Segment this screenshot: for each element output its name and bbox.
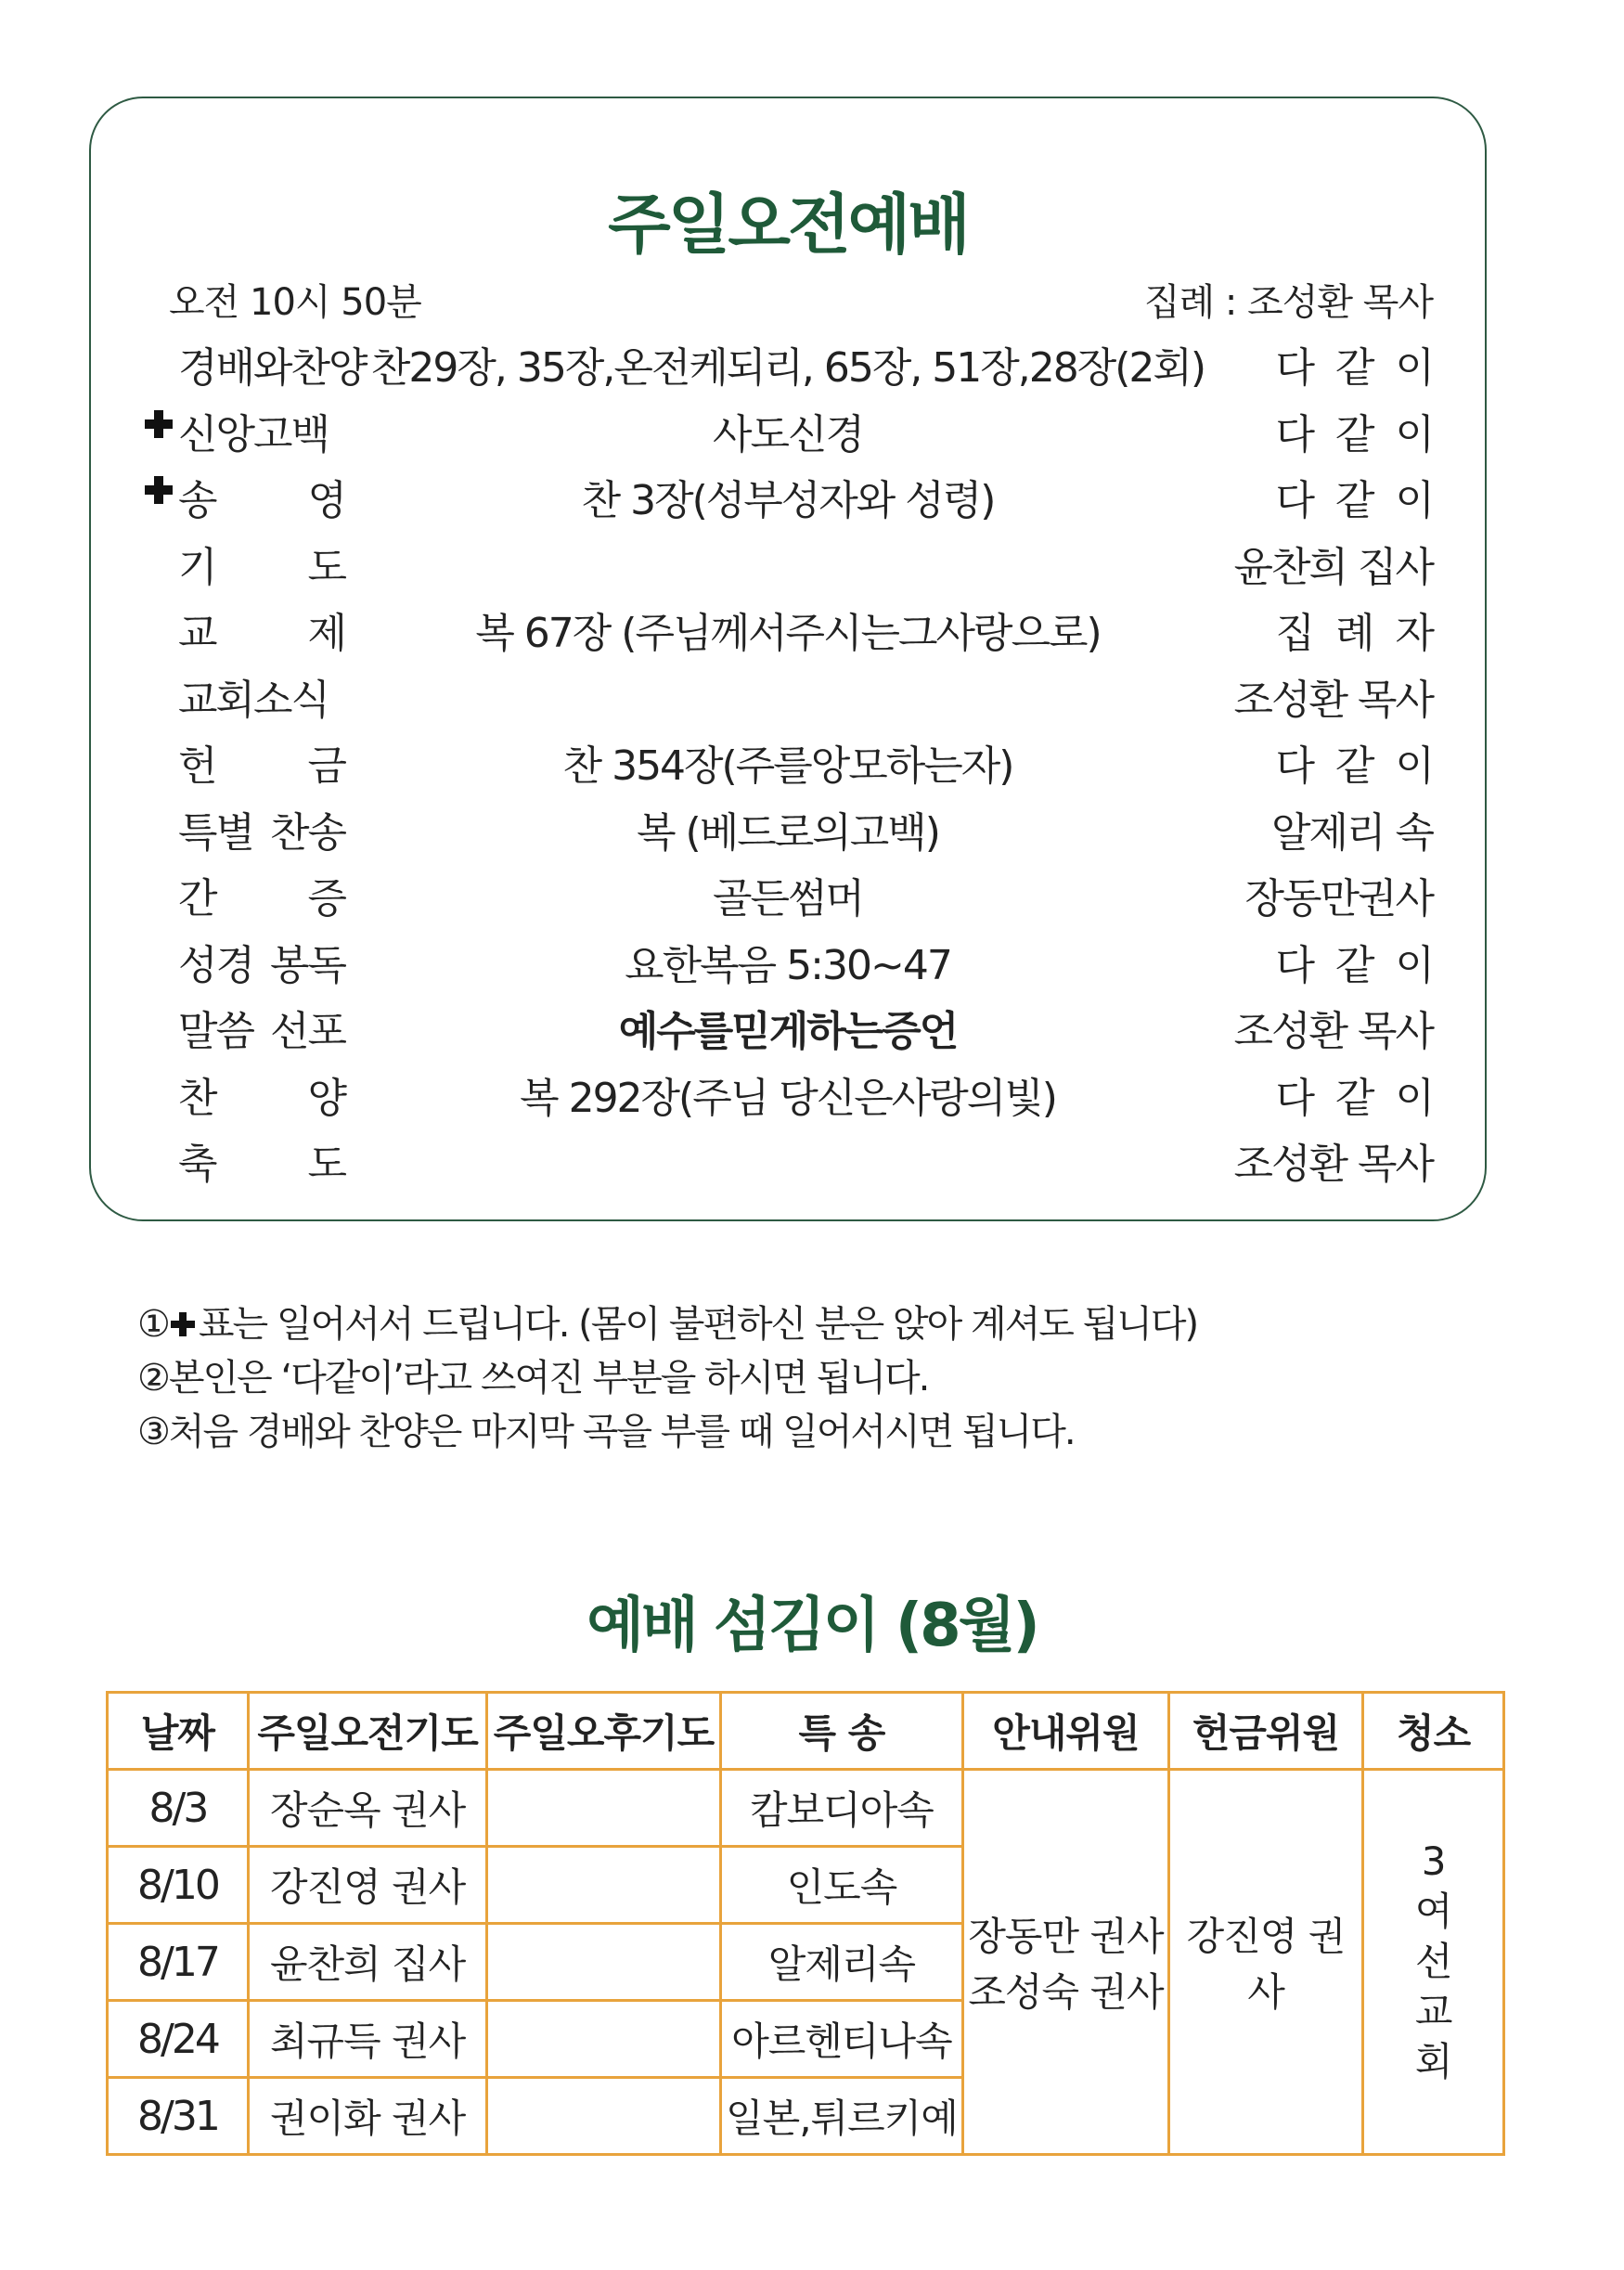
usher-1: 장동만 권사 bbox=[968, 1914, 1164, 1959]
note-1-number: ① bbox=[137, 1303, 169, 1346]
table-header-cell: 주일오후기도 bbox=[487, 1693, 720, 1770]
program-item-content: 골든썸머 bbox=[712, 875, 863, 922]
note-3: ③처음 경배와 찬양은 마지막 곡을 부를 때 일어서시면 됩니다. bbox=[137, 1411, 1075, 1453]
program-title: 주일오전예배 bbox=[608, 187, 968, 263]
servers-title: 예배 섬김이 (8월) bbox=[586, 1592, 1038, 1660]
table-header-cell: 안내위원 bbox=[963, 1693, 1169, 1770]
afternoon-prayer-cell bbox=[487, 1924, 720, 2001]
program-rows bbox=[91, 330, 1485, 1193]
program-row bbox=[91, 663, 1485, 729]
program-item-name: 송 영 bbox=[178, 477, 345, 524]
worship-program-box bbox=[89, 97, 1487, 1221]
special-song-cell: 알제리속 bbox=[720, 1924, 962, 2001]
table-header-cell: 헌금위원 bbox=[1168, 1693, 1363, 1770]
program-item-content: 복 67장 (주님께서주시는그사랑으로) bbox=[475, 610, 1101, 657]
program-item-name: 신앙고백 bbox=[178, 410, 329, 458]
program-row bbox=[91, 596, 1485, 663]
morning-prayer-cell: 강진영 권사 bbox=[248, 1847, 486, 1924]
special-song-cell: 일본,튀르키예 bbox=[720, 2078, 962, 2155]
program-row bbox=[91, 861, 1485, 928]
program-row bbox=[91, 1127, 1485, 1193]
cleaning-char: 교 bbox=[1414, 1989, 1452, 2034]
cleaning-char: 여 bbox=[1414, 1889, 1452, 1934]
date-cell: 8/24 bbox=[108, 2001, 249, 2078]
cleaning-char: 선 bbox=[1414, 1939, 1452, 1984]
note-2: ②본인은 ‘다같이’라고 쓰여진 부분을 하시면 됩니다. bbox=[137, 1357, 929, 1399]
program-row bbox=[91, 994, 1485, 1061]
program-item-person: 조성환 목사 bbox=[1233, 1141, 1433, 1188]
program-item-person: 다 같 이 bbox=[1275, 1074, 1433, 1122]
program-item-content: 복 (베드로의고백) bbox=[637, 808, 939, 857]
program-item-name: 경배와찬양 bbox=[178, 344, 367, 392]
date-cell: 8/31 bbox=[108, 2078, 249, 2155]
program-item-name: 성경 봉독 bbox=[178, 941, 345, 989]
program-item-name: 헌 금 bbox=[178, 742, 345, 790]
program-item-person: 다 같 이 bbox=[1275, 742, 1433, 790]
cross-icon bbox=[169, 1299, 197, 1327]
afternoon-prayer-cell bbox=[487, 1847, 720, 1924]
table-header-cell: 특 송 bbox=[720, 1693, 962, 1770]
program-row bbox=[91, 397, 1485, 464]
service-time: 오전 10시 50분 bbox=[169, 281, 421, 324]
note-1-text: 표는 일어서서 드립니다. (몸이 불편하신 분은 앉아 계셔도 됩니다) bbox=[198, 1303, 1198, 1346]
program-item-person: 장동만권사 bbox=[1244, 875, 1433, 922]
program-item-name: 기 도 bbox=[178, 543, 345, 591]
program-item-person: 다 같 이 bbox=[1275, 941, 1433, 989]
usher-cell bbox=[963, 1770, 1169, 2155]
cross-icon bbox=[143, 408, 174, 440]
program-item-name: 찬 양 bbox=[178, 1074, 345, 1122]
cleaning-char: 3 bbox=[1421, 1838, 1446, 1884]
program-row bbox=[91, 330, 1485, 397]
special-song-cell: 인도속 bbox=[720, 1847, 962, 1924]
note-1 bbox=[137, 1297, 1197, 1351]
program-item-content: 예수를믿게하는증언 bbox=[618, 1008, 958, 1055]
program-item-person: 윤찬희 집사 bbox=[1233, 543, 1433, 591]
cleaning-char: 회 bbox=[1414, 2039, 1452, 2084]
special-song-cell: 아르헨티나속 bbox=[720, 2001, 962, 2078]
program-row bbox=[91, 530, 1485, 597]
program-item-person: 다 같 이 bbox=[1275, 410, 1433, 458]
program-item-content: 찬29장, 35장,온전케되리, 65장, 51장,28장(2회) bbox=[370, 344, 1205, 392]
program-item-content: 찬 3장(성부성자와 성령) bbox=[581, 477, 995, 524]
offering-cell: 강진영 권사 bbox=[1168, 1770, 1363, 2155]
date-cell: 8/10 bbox=[108, 1847, 249, 1924]
program-item-name: 간 증 bbox=[178, 875, 345, 922]
table-header-cell: 날짜 bbox=[108, 1693, 249, 1770]
program-item-name: 교 제 bbox=[178, 610, 345, 657]
program-row bbox=[91, 1061, 1485, 1128]
service-leader: 집례 : 조성환 목사 bbox=[1143, 281, 1433, 324]
cleaning-cell bbox=[1363, 1770, 1504, 2155]
cross-icon bbox=[143, 474, 174, 506]
program-item-name: 말씀 선포 bbox=[178, 1008, 345, 1055]
program-item-person: 다 같 이 bbox=[1275, 344, 1433, 392]
table-header-row bbox=[108, 1693, 1504, 1770]
afternoon-prayer-cell bbox=[487, 1770, 720, 1847]
table-row bbox=[108, 1770, 1504, 1847]
table-header-cell: 청소 bbox=[1363, 1693, 1504, 1770]
program-row bbox=[91, 729, 1485, 795]
program-item-content: 찬 354장(주를앙모하는자) bbox=[562, 742, 1013, 790]
program-item-name: 축 도 bbox=[178, 1141, 345, 1188]
afternoon-prayer-cell bbox=[487, 2078, 720, 2155]
program-item-content: 복 292장(주님 당신은사랑의빛) bbox=[520, 1074, 1056, 1122]
program-row bbox=[91, 795, 1485, 862]
program-item-person: 알제리 속 bbox=[1270, 808, 1433, 857]
notes bbox=[137, 1297, 1197, 1459]
table-header-cell: 주일오전기도 bbox=[248, 1693, 486, 1770]
program-row bbox=[91, 928, 1485, 995]
usher-2: 조성숙 권사 bbox=[968, 1969, 1164, 2015]
morning-prayer-cell: 최규득 권사 bbox=[248, 2001, 486, 2078]
special-song-cell: 캄보디아속 bbox=[720, 1770, 962, 1847]
program-item-person: 조성환 목사 bbox=[1233, 1008, 1433, 1055]
date-cell: 8/3 bbox=[108, 1770, 249, 1847]
program-row bbox=[91, 463, 1485, 530]
program-item-name: 교회소식 bbox=[178, 676, 329, 724]
program-item-content: 요한복음 5:30~47 bbox=[625, 941, 951, 989]
morning-prayer-cell: 장순옥 권사 bbox=[248, 1770, 486, 1847]
program-item-person: 다 같 이 bbox=[1275, 477, 1433, 524]
program-item-name: 특별 찬송 bbox=[178, 808, 345, 857]
program-item-person: 집 례 자 bbox=[1275, 610, 1433, 657]
morning-prayer-cell: 권이화 권사 bbox=[248, 2078, 486, 2155]
date-cell: 8/17 bbox=[108, 1924, 249, 2001]
afternoon-prayer-cell bbox=[487, 2001, 720, 2078]
program-item-person: 조성환 목사 bbox=[1233, 676, 1433, 724]
morning-prayer-cell: 윤찬희 집사 bbox=[248, 1924, 486, 2001]
program-item-content: 사도신경 bbox=[712, 410, 863, 458]
servers-table bbox=[106, 1691, 1505, 2156]
